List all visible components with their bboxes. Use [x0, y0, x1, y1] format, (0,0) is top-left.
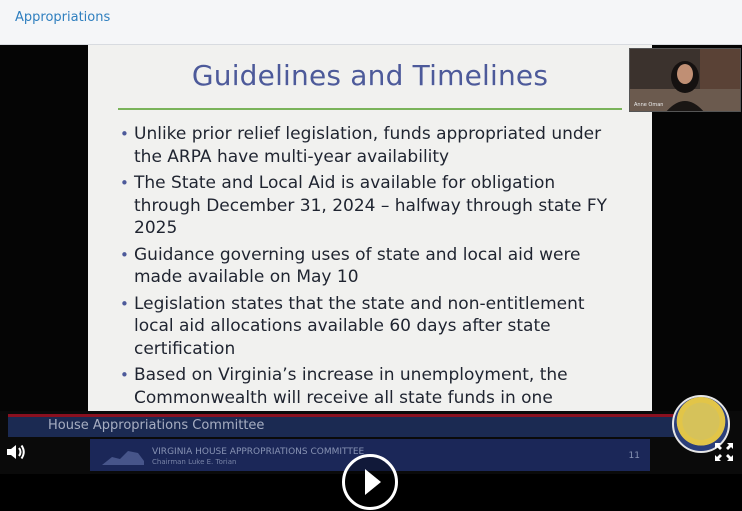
banner-title: VIRGINIA HOUSE APPROPRIATIONS COMMITTEE [152, 447, 365, 457]
top-bar [0, 0, 742, 45]
bullet-list [120, 123, 625, 413]
bullet-item: • Guidance governing uses of state and local aid were made available on May 10 [120, 244, 581, 287]
speaker-video-thumbnail [629, 48, 741, 112]
video-player[interactable] [0, 45, 742, 474]
bullet-dot-icon: • [120, 125, 129, 143]
title-divider [118, 108, 622, 110]
banner-subtitle: Chairman Luke E. Torian [152, 458, 237, 466]
bullet-dot-icon: • [120, 174, 129, 192]
play-icon [345, 457, 395, 507]
play-button[interactable] [342, 454, 398, 510]
bullet-item: • The State and Local Aid is available for obligation through December 31, 2024 – halfway through state FY 2025 [120, 173, 607, 238]
bullet-item: • Unlike prior relief legislation, funds appropriated under the ARPA have multi-year availability [120, 124, 602, 167]
slide-title: Guidelines and Timelines [191, 59, 549, 92]
fullscreen-icon[interactable] [712, 440, 736, 464]
committee-name: House Appropriations Committee [48, 418, 265, 433]
bullet-item: • Legislation states that the state and non-entitlement local aid allocations available 60 days after state certification [120, 293, 585, 359]
speaker-label: Anne Oman [634, 102, 664, 108]
bullet-dot-icon: • [120, 294, 129, 313]
virginia-map-icon [98, 439, 148, 471]
breadcrumb-appropriations[interactable]: Appropriations [15, 10, 111, 25]
slide-page-number: 11 [628, 451, 640, 461]
bullet-dot-icon: • [120, 366, 129, 384]
presentation-slide [88, 45, 652, 417]
volume-icon[interactable] [4, 440, 28, 464]
bullet-item: • Based on Virginia’s increase in unemployment, the Commonwealth will receive all state funds in one [120, 365, 568, 408]
bullet-dot-icon: • [120, 245, 129, 264]
